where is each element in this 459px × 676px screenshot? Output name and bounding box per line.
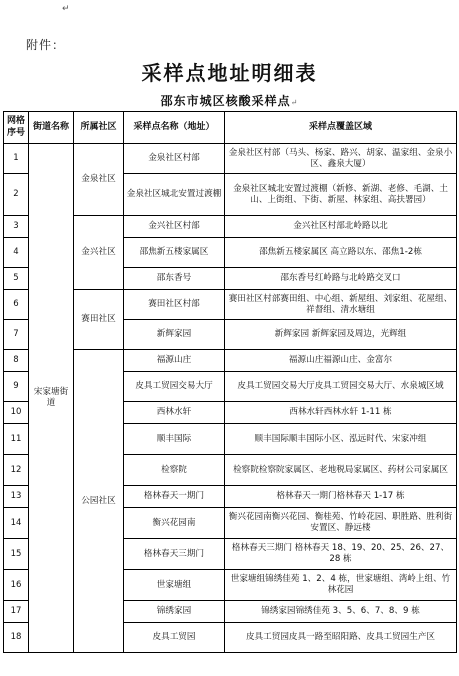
paragraph-mark: ↵ [290,98,299,107]
coverage-cell: 金泉社区城北安置过渡棚（新修、新湖、老修、毛湖、土山、上街组、下街、新屋、林家组、高扶署园） [225,174,457,216]
coverage-cell: 锦绣家园锦绣佳苑 3、5、6、7、8、9 栋 [225,601,457,623]
row-index: 14 [4,508,29,539]
site-cell: 锦绣家园 [124,601,225,623]
site-cell: 皮具工贸园交易大厅 [124,372,225,402]
site-cell: 格林春天三期门 [124,539,225,570]
row-index: 17 [4,601,29,623]
site-cell: 世家塘组 [124,570,225,601]
row-index: 18 [4,623,29,653]
coverage-cell: 衡兴花园南衡兴花园、衡桂苑、竹岭花园、职胜路、胜利街安置区、静远楼 [225,508,457,539]
site-cell: 检察院 [124,455,225,486]
row-index: 1 [4,144,29,174]
attachment-label: 附件： [26,38,66,52]
header-coverage: 采样点覆盖区域 [225,112,457,144]
page-title: 采样点地址明细表 [141,61,318,85]
row-index: 6 [4,290,29,320]
row-index: 15 [4,539,29,570]
coverage-cell: 邵焦新五楼家属区 高立路以东、邵焦1-2栋 [225,238,457,268]
row-index: 2 [4,174,29,216]
community-cell: 公园社区 [74,350,124,653]
site-cell: 新辉家园 [124,320,225,350]
header-grid-index: 网格序号 [4,112,29,144]
row-index: 11 [4,424,29,455]
coverage-cell: 金泉社区村部（马头、杨家、路兴、胡家、温家组、金泉小区、鑫泉大厦） [225,144,457,174]
community-cell: 金兴社区 [74,216,124,290]
site-cell: 金泉社区村部 [124,144,225,174]
coverage-cell: 顺丰国际顺丰国际小区、泓远时代、宋家冲组 [225,424,457,455]
site-cell: 顺丰国际 [124,424,225,455]
site-cell: 邵东香号 [124,268,225,290]
coverage-cell: 格林春天一期门格林春天 1-17 栋 [225,486,457,508]
coverage-cell: 世家塘组锦绣佳苑 1、2、4 栋，世家塘组、湾岭上组、竹林花园 [225,570,457,601]
coverage-cell: 新辉家园 新辉家园及周边，光辉组 [225,320,457,350]
sampling-sites-table [3,111,457,653]
row-index: 16 [4,570,29,601]
coverage-cell: 邵东香号红岭路与北岭路交叉口 [225,268,457,290]
header-street: 街道名称 [29,112,74,144]
coverage-cell: 格林春天三期门 格林春天 18、19、20、25、26、27、28 栋 [225,539,457,570]
coverage-cell: 赛田社区村部赛田组、中心组、新屋组、刘家组、花屋组、祥督组、清水塘组 [225,290,457,320]
header-site: 采样点名称（地址） [124,112,225,144]
row-index: 4 [4,238,29,268]
site-cell: 邵焦新五楼家属区 [124,238,225,268]
coverage-cell: 金兴社区村部北岭路以北 [225,216,457,238]
header-community: 所属社区 [74,112,124,144]
site-cell: 皮具工贸园 [124,623,225,653]
community-cell: 赛田社区 [74,290,124,350]
row-index: 3 [4,216,29,238]
paragraph-mark: ↵ [62,4,70,14]
site-cell: 衡兴花园南 [124,508,225,539]
row-index: 7 [4,320,29,350]
row-index: 13 [4,486,29,508]
site-cell: 格林春天一期门 [124,486,225,508]
site-cell: 金兴社区村部 [124,216,225,238]
site-cell: 赛田社区村部 [124,290,225,320]
coverage-cell: 西林水轩西林水轩 1-11 栋 [225,402,457,424]
row-index: 9 [4,372,29,402]
coverage-cell: 皮具工贸园皮具一路至昭阳路、皮具工贸园生产区 [225,623,457,653]
street-cell: 宋家塘街道 [29,144,74,653]
table-header-row [4,112,457,144]
row-index: 12 [4,455,29,486]
coverage-cell: 福源山庄福源山庄、金富尔 [225,350,457,372]
site-cell: 福源山庄 [124,350,225,372]
community-cell: 金泉社区 [74,144,124,216]
subtitle-text: 邵东市城区核酸采样点 [160,94,291,108]
table-row [4,144,457,174]
row-index: 5 [4,268,29,290]
row-index: 8 [4,350,29,372]
site-cell: 金泉社区城北安置过渡棚 [124,174,225,216]
row-index: 10 [4,402,29,424]
site-cell: 西林水轩 [124,402,225,424]
page-subtitle [0,92,459,109]
coverage-cell: 皮具工贸园交易大厅皮具工贸园交易大厅、水泉城区域 [225,372,457,402]
coverage-cell: 检察院检察院家属区、老地税局家属区、药材公司家属区 [225,455,457,486]
